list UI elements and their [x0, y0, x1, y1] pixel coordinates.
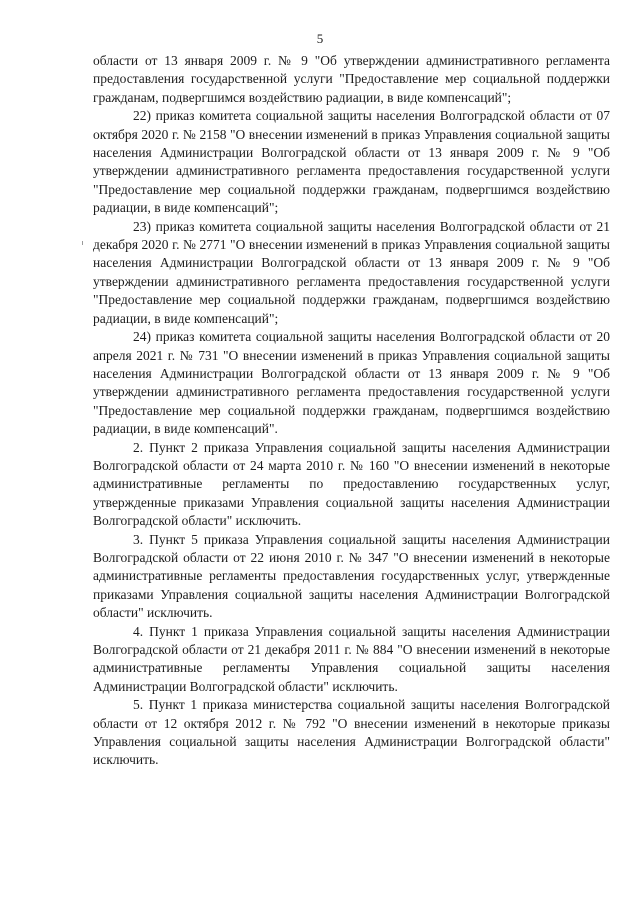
paragraph-continuation-item-21: области от 13 января 2009 г. № 9 "Об утверждении административного регламента предоставления государственной услуги "Предоставление мер социальной поддержки гражданам, подвергшимся воздействию радиации, в виде компенсаций"; [93, 53, 610, 105]
paragraph-clause-2: 2. Пункт 2 приказа Управления социальной защиты населения Администрации Волгоградской области от 24 марта 2010 г. № 160 "О внесении изменений в некоторые административные регламенты по предоставлению государственных услуг, утвержденные приказами Управления социальной защиты населения Администрации Волгоградской области" исключить. [93, 439, 610, 529]
paragraph-item-23: 23) приказ комитета социальной защиты населения Волгоградской области от 21 декабря 2020 г. № 2771 "О внесении изменений в приказ Управления социальной защиты населения Администрации Волгоградской области от 13 января 2009 г. № 9 "Об утверждении административного регламента предоставления государственной услуги "Предоставление мер социальной поддержки гражданам, подвергшимся воздействию радиации, в виде компенсаций"; [93, 218, 610, 326]
paragraph-clause-3: 3. Пункт 5 приказа Управления социальной защиты населения Администрации Волгоградской области от 22 июня 2010 г. № 347 "О внесении изменений в некоторые административные регламенты предоставления государственных услуг, утвержденные приказами Управления социальной защиты населения Администрации Волгоградской области" исключить. [93, 531, 610, 621]
document-body [93, 52, 610, 770]
page-number: 5 [316, 31, 324, 46]
scan-artifact-mark [82, 241, 83, 245]
paragraph-item-24: 24) приказ комитета социальной защиты населения Волгоградской области от 20 апреля 2021 г. № 731 "О внесении изменений в приказ Управления социальной защиты населения Администрации Волгоградской области от 13 января 2009 г. № 9 "Об утверждении административного регламента предоставления государственной услуги "Предоставление мер социальной поддержки гражданам, подвергшимся воздействию радиации, в виде компенсаций". [93, 329, 610, 437]
paragraph-clause-4: 4. Пункт 1 приказа Управления социальной защиты населения Администрации Волгоградской области от 21 декабря 2011 г. № 884 "О внесении изменений в некоторые административные регламенты Управления социальной защиты населения Администрации Волгоградской области" исключить. [93, 623, 610, 694]
paragraph-clause-5: 5. Пункт 1 приказа министерства социальной защиты населения Волгоградской области от 12 октября 2012 г. № 792 "О внесении изменений в некоторые приказы Управления социальной защиты населения Администрации Волгоградской области" исключить. [93, 697, 610, 768]
paragraph-item-22: 22) приказ комитета социальной защиты населения Волгоградской области от 07 октября 2020 г. № 2158 "О внесении изменений в приказ Управления социальной защиты населения Администрации Волгоградской области от 13 января 2009 г. № 9 "Об утверждении административного регламента предоставления государственной услуги "Предоставление мер социальной поддержки гражданам, подвергшимся воздействию радиации, в виде компенсаций"; [93, 108, 610, 216]
